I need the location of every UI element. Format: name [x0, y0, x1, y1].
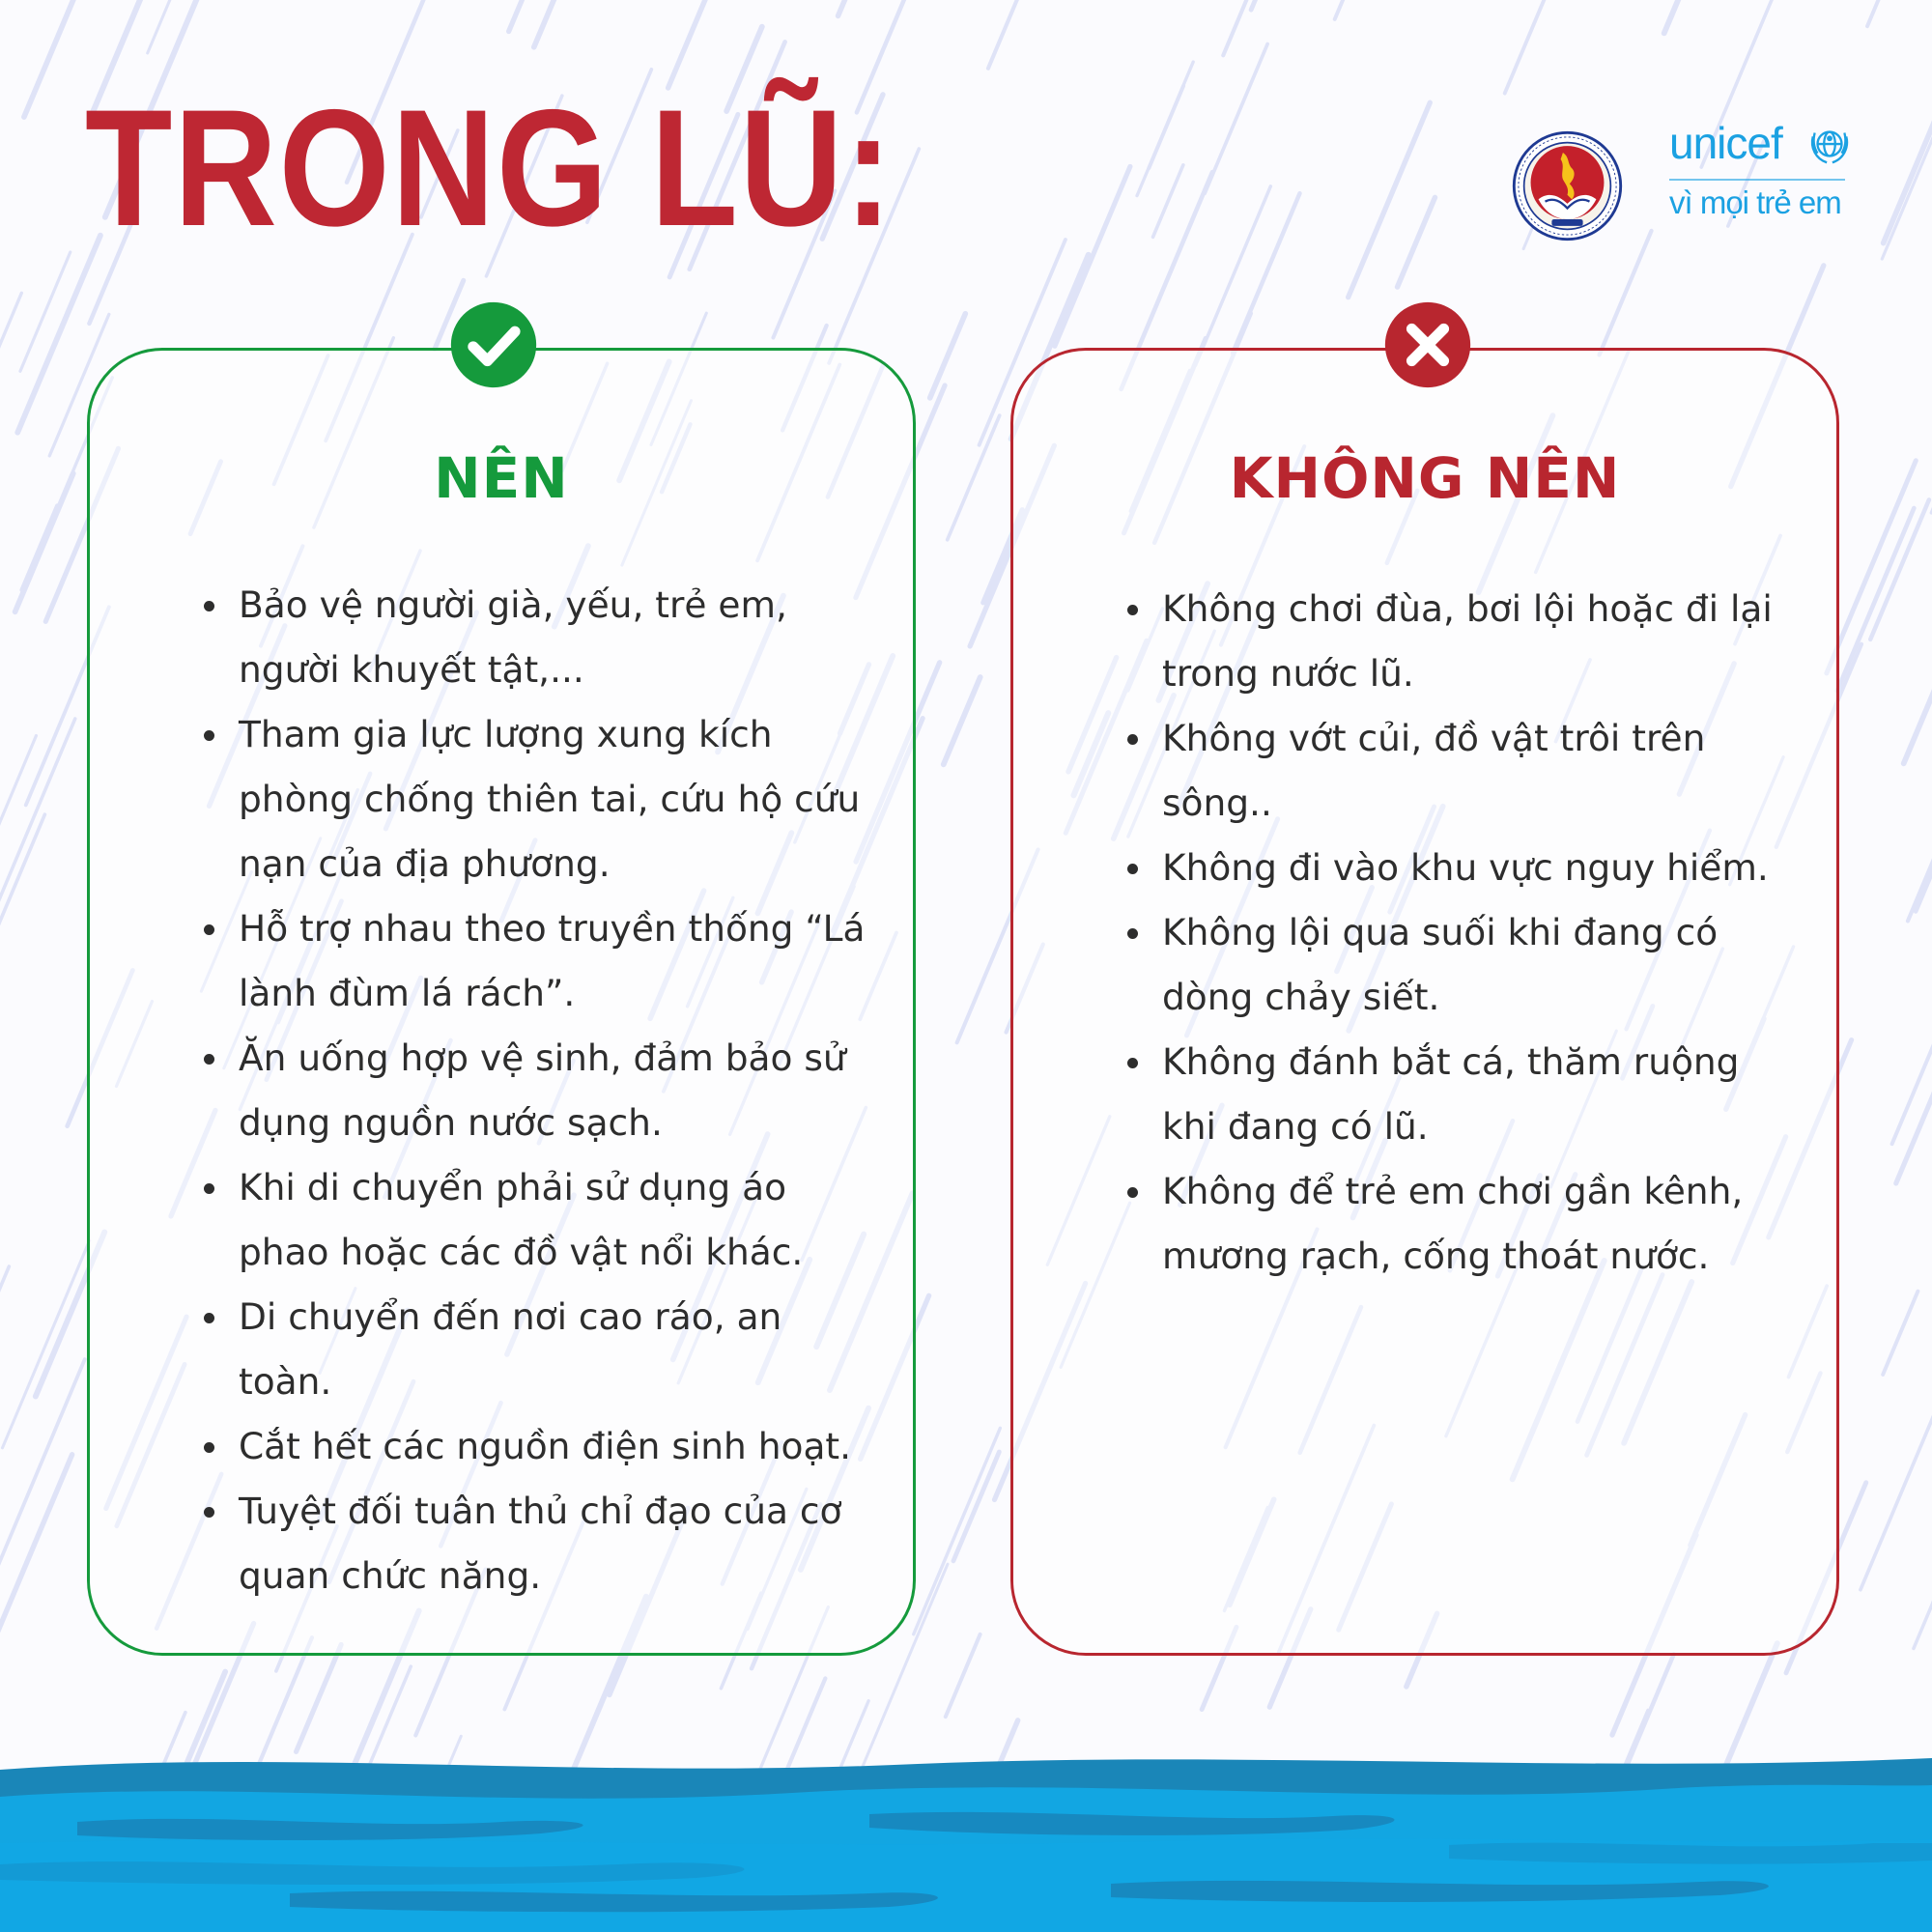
rain-streak	[20, 252, 71, 371]
rain-streak	[1904, 578, 1932, 764]
dont-item: Không đi vào khu vực nguy hiểm.	[1127, 836, 1804, 900]
dont-card-title: KHÔNG NÊN	[1229, 445, 1621, 511]
do-item: Tuyệt đối tuân thủ chỉ đạo của cơ quan chức năng.	[204, 1479, 870, 1608]
rain-streak	[1600, 231, 1652, 355]
rain-streak	[1883, 1292, 1918, 1375]
rain-streak	[0, 1359, 85, 1574]
do-item: Ăn uống hợp vệ sinh, đảm bảo sử dụng nguồn nước sạch.	[204, 1026, 870, 1155]
dont-item: Không để trẻ em chơi gần kênh, mương rạch, cống thoát nước.	[1127, 1159, 1804, 1289]
do-card-title: NÊN	[434, 445, 569, 511]
rain-streak	[0, 736, 36, 928]
dont-item: Không vớt củi, đồ vật trôi trên sông..	[1127, 706, 1804, 836]
national-disaster-committee-seal-icon	[1512, 130, 1623, 242]
do-item: Khi di chuyển phải sử dụng áo phao hoặc các đồ vật nổi khác.	[204, 1155, 870, 1285]
rain-streak	[948, 415, 1000, 540]
do-item: Bảo vệ người già, yếu, trẻ em, người khuyết tật,...	[204, 573, 870, 702]
unicef-globe-icon	[1806, 122, 1853, 168]
rain-streak	[1055, 166, 1130, 346]
dont-item: Không chơi đùa, bơi lội hoặc đi lại trong nước lũ.	[1127, 577, 1804, 706]
rain-streak	[1870, 499, 1929, 639]
do-item: Hỗ trợ nhau theo truyền thống “Lá lành đùm lá rách”.	[204, 896, 870, 1026]
do-item: Cắt hết các nguồn điện sinh hoạt.	[204, 1414, 870, 1479]
rain-streak	[1251, 0, 1293, 10]
rain-streak	[17, 236, 100, 433]
rain-streak	[1861, 1370, 1932, 1590]
unicef-wordmark: unicef	[1669, 118, 1782, 168]
rain-streak	[914, 1428, 1001, 1634]
rain-streak	[1867, 0, 1918, 26]
rain-streak	[1335, 0, 1373, 19]
rain-streak	[509, 0, 542, 32]
rain-streak	[944, 677, 980, 764]
rain-streak	[0, 1266, 9, 1456]
do-item: Di chuyển đến nơi cao ráo, an toàn.	[204, 1285, 870, 1414]
unicef-tagline: vì mọi trẻ em	[1669, 185, 1841, 220]
rain-streak	[838, 0, 878, 15]
check-icon	[449, 300, 538, 389]
rain-streak	[0, 1455, 72, 1655]
rain-streak	[534, 0, 581, 47]
rain-streak	[0, 293, 21, 492]
do-list	[204, 573, 870, 1608]
cross-icon	[1383, 300, 1472, 389]
rain-streak	[1892, 1021, 1932, 1144]
unicef-logo	[1669, 118, 1848, 229]
rain-streak	[1153, 165, 1183, 237]
rain-streak	[1884, 96, 1932, 242]
page-title: TRONG LŨ:	[85, 75, 895, 261]
do-item: Tham gia lực lượng xung kích phòng chống thiên tai, cứu hộ cứu nạn của địa phương.	[204, 702, 870, 896]
rain-streak	[1505, 0, 1566, 94]
rain-streak	[2, 1240, 89, 1448]
rain-streak	[1914, 1544, 1932, 1649]
rain-streak	[1664, 0, 1695, 33]
dont-list	[1127, 577, 1804, 1289]
do-card	[87, 348, 916, 1656]
dont-item: Không đánh bắt cá, thăm ruộng khi đang có lũ.	[1127, 1030, 1804, 1159]
rain-streak	[930, 314, 966, 398]
rain-streak	[953, 1452, 999, 1561]
rain-streak	[1398, 197, 1435, 287]
rain-streak	[988, 0, 1039, 69]
rain-streak	[1837, 508, 1914, 691]
dont-item: Không lội qua suối khi đang có dòng chảy siết.	[1127, 900, 1804, 1030]
rain-streak	[1149, 86, 1183, 168]
unicef-divider	[1669, 179, 1845, 181]
flood-water-decoration	[0, 1729, 1932, 1932]
dont-card	[1010, 348, 1839, 1656]
rain-streak	[1349, 102, 1431, 297]
rain-streak	[946, 1634, 980, 1717]
